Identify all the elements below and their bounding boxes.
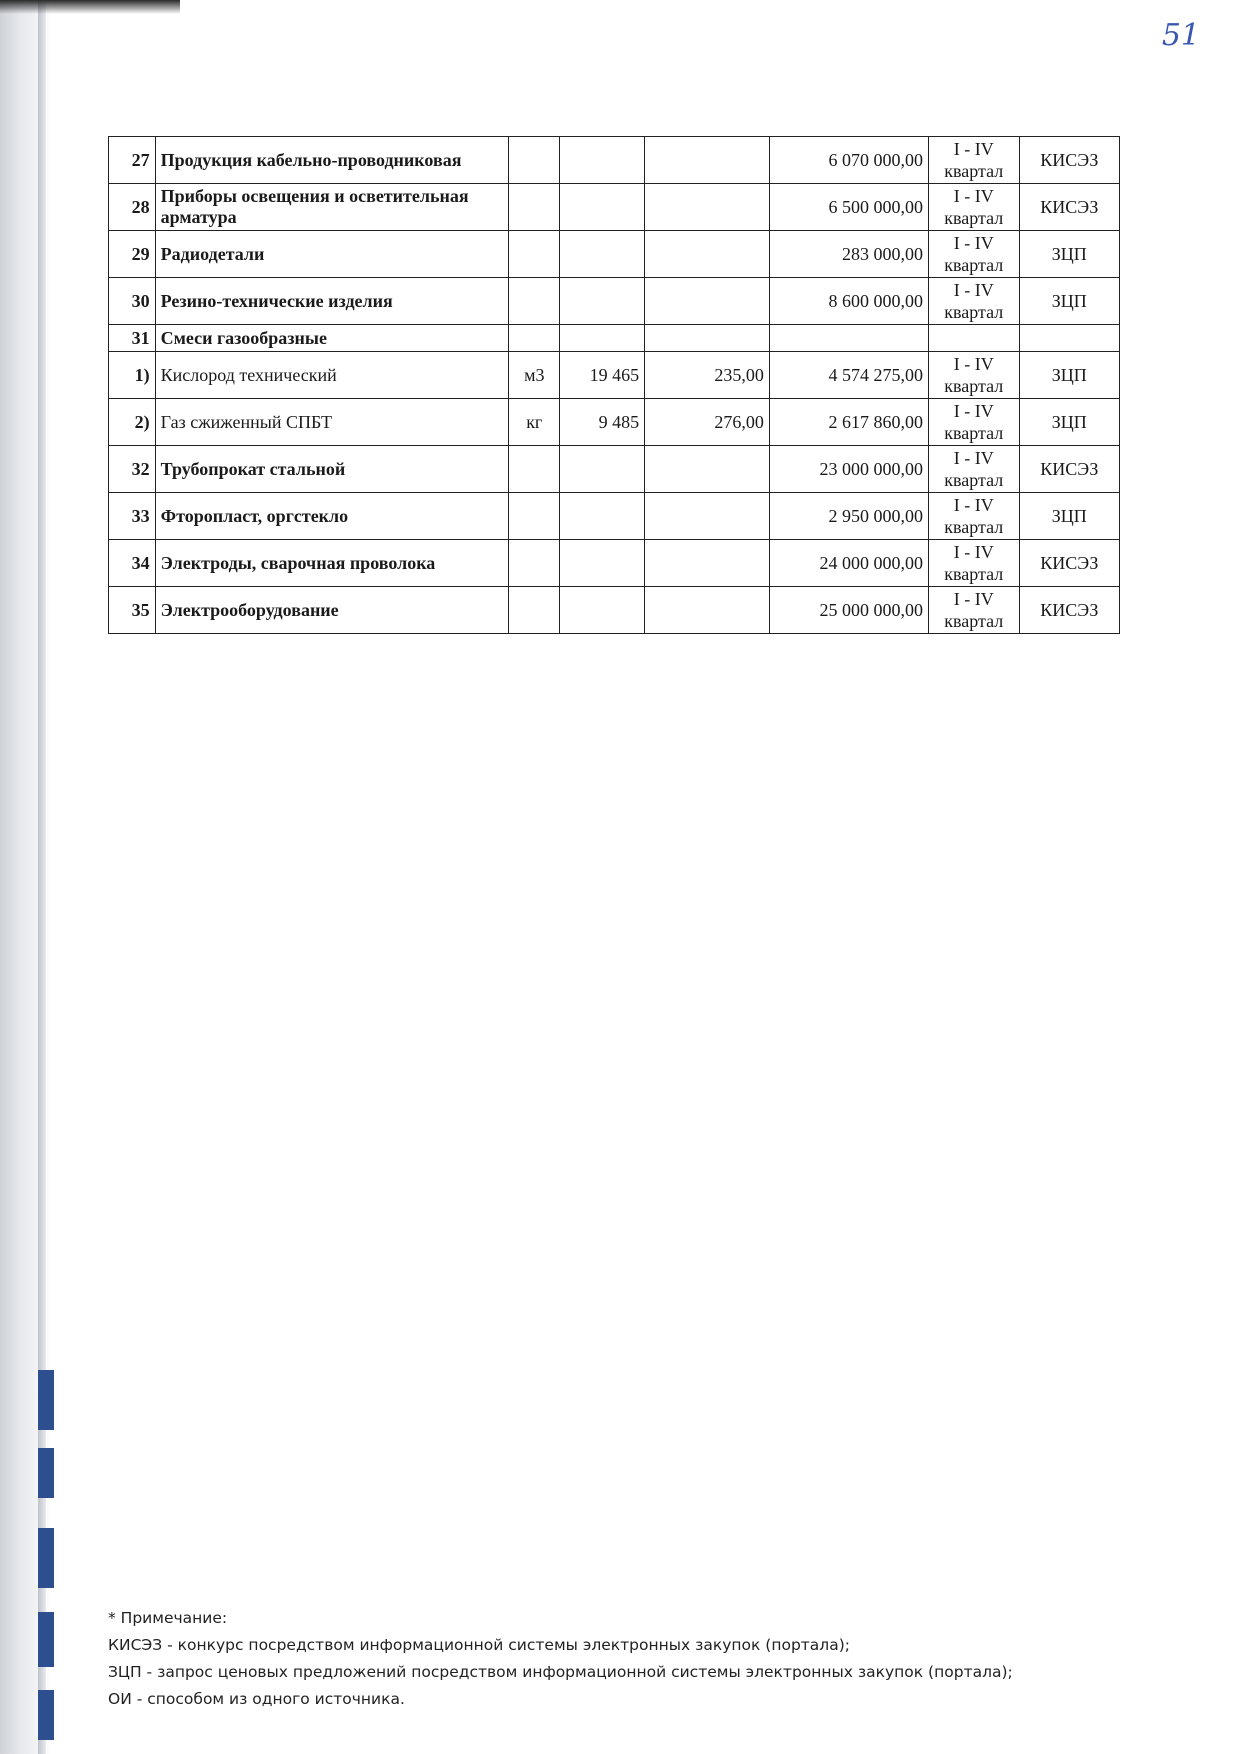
row-number: 34 xyxy=(109,540,156,587)
procurement-method-cell: КИСЭЗ xyxy=(1019,587,1119,634)
quantity-cell xyxy=(560,540,645,587)
table-row xyxy=(109,587,1120,634)
period-cell xyxy=(928,184,1019,231)
unit-cell xyxy=(509,325,560,352)
row-number: 27 xyxy=(109,137,156,184)
row-number: 32 xyxy=(109,446,156,493)
period-cell xyxy=(928,493,1019,540)
period-line: I - IV xyxy=(953,354,994,374)
procurement-method-cell: ЗЦП xyxy=(1019,493,1119,540)
table-row xyxy=(109,540,1120,587)
unit-cell xyxy=(509,184,560,231)
amount-cell: 8 600 000,00 xyxy=(769,278,928,325)
unit-price-cell xyxy=(645,540,770,587)
table-row xyxy=(109,137,1120,184)
top-edge-shadow xyxy=(0,0,180,14)
binder-tab xyxy=(38,1448,54,1498)
item-name: Приборы освещения и осветительная арматура xyxy=(155,184,509,231)
period-line: квартал xyxy=(944,255,1004,275)
quantity-cell xyxy=(560,446,645,493)
item-name: Фторопласт, оргстекло xyxy=(155,493,509,540)
period-line: квартал xyxy=(944,302,1004,322)
procurement-method-cell: ЗЦП xyxy=(1019,278,1119,325)
period-cell xyxy=(928,352,1019,399)
procurement-method-cell: ЗЦП xyxy=(1019,399,1119,446)
quantity-cell xyxy=(560,325,645,352)
footnote-title: * Примечание: xyxy=(108,1609,228,1627)
period-line: I - IV xyxy=(953,186,994,206)
period-line: I - IV xyxy=(953,139,994,159)
table-row xyxy=(109,231,1120,278)
period-line: I - IV xyxy=(953,589,994,609)
period-cell xyxy=(928,587,1019,634)
procurement-method-cell: ЗЦП xyxy=(1019,231,1119,278)
amount-cell: 6 070 000,00 xyxy=(769,137,928,184)
table-row xyxy=(109,278,1120,325)
binder-tab xyxy=(38,1370,54,1430)
table-row xyxy=(109,399,1120,446)
unit-cell xyxy=(509,587,560,634)
period-cell xyxy=(928,446,1019,493)
period-line: квартал xyxy=(944,423,1004,443)
item-name: Газ сжиженный СПБТ xyxy=(155,399,509,446)
item-name: Радиодетали xyxy=(155,231,509,278)
amount-cell: 25 000 000,00 xyxy=(769,587,928,634)
item-name: Смеси газообразные xyxy=(155,325,509,352)
quantity-cell xyxy=(560,137,645,184)
amount-cell xyxy=(769,325,928,352)
footnote xyxy=(108,1605,1013,1713)
quantity-cell xyxy=(560,184,645,231)
period-cell xyxy=(928,137,1019,184)
unit-price-cell: 276,00 xyxy=(645,399,770,446)
period-line: I - IV xyxy=(953,448,994,468)
unit-cell xyxy=(509,278,560,325)
procurement-method-cell: КИСЭЗ xyxy=(1019,137,1119,184)
footnote-line: ОИ - способом из одного источника. xyxy=(108,1690,405,1708)
amount-cell: 23 000 000,00 xyxy=(769,446,928,493)
row-number: 1) xyxy=(109,352,156,399)
amount-cell: 2 617 860,00 xyxy=(769,399,928,446)
procurement-method-cell xyxy=(1019,325,1119,352)
item-name: Электрооборудование xyxy=(155,587,509,634)
row-number: 33 xyxy=(109,493,156,540)
amount-cell: 6 500 000,00 xyxy=(769,184,928,231)
period-line: I - IV xyxy=(953,233,994,253)
page-number: 51 xyxy=(1161,18,1200,53)
unit-cell xyxy=(509,137,560,184)
unit-price-cell xyxy=(645,587,770,634)
row-number: 29 xyxy=(109,231,156,278)
binder-tab xyxy=(38,1690,54,1740)
procurement-method-cell: КИСЭЗ xyxy=(1019,446,1119,493)
period-line: квартал xyxy=(944,376,1004,396)
period-cell xyxy=(928,278,1019,325)
procurement-table xyxy=(108,136,1120,634)
table-row xyxy=(109,184,1120,231)
table-row xyxy=(109,446,1120,493)
row-number: 28 xyxy=(109,184,156,231)
item-name: Трубопрокат стальной xyxy=(155,446,509,493)
item-name: Электроды, сварочная проволока xyxy=(155,540,509,587)
unit-price-cell xyxy=(645,231,770,278)
binder-tab xyxy=(38,1612,54,1667)
quantity-cell xyxy=(560,587,645,634)
quantity-cell: 19 465 xyxy=(560,352,645,399)
period-line: I - IV xyxy=(953,280,994,300)
quantity-cell xyxy=(560,493,645,540)
period-line: квартал xyxy=(944,611,1004,631)
amount-cell: 24 000 000,00 xyxy=(769,540,928,587)
unit-cell: м3 xyxy=(509,352,560,399)
unit-price-cell: 235,00 xyxy=(645,352,770,399)
period-line: I - IV xyxy=(953,495,994,515)
unit-price-cell xyxy=(645,493,770,540)
period-line: квартал xyxy=(944,470,1004,490)
period-cell xyxy=(928,231,1019,278)
unit-price-cell xyxy=(645,137,770,184)
footnote-line: КИСЭЗ - конкурс посредством информационной системы электронных закупок (портала); xyxy=(108,1636,850,1654)
item-name: Резино-технические изделия xyxy=(155,278,509,325)
footnote-line: ЗЦП - запрос ценовых предложений посредством информационной системы электронных закупок (портала); xyxy=(108,1663,1013,1681)
binder-tab xyxy=(38,1528,54,1588)
unit-cell: кг xyxy=(509,399,560,446)
period-cell xyxy=(928,325,1019,352)
unit-price-cell xyxy=(645,446,770,493)
unit-price-cell xyxy=(645,184,770,231)
row-number: 2) xyxy=(109,399,156,446)
period-line: I - IV xyxy=(953,542,994,562)
amount-cell: 4 574 275,00 xyxy=(769,352,928,399)
quantity-cell xyxy=(560,231,645,278)
unit-cell xyxy=(509,231,560,278)
period-line: квартал xyxy=(944,564,1004,584)
period-cell xyxy=(928,540,1019,587)
unit-cell xyxy=(509,540,560,587)
procurement-method-cell: КИСЭЗ xyxy=(1019,184,1119,231)
amount-cell: 283 000,00 xyxy=(769,231,928,278)
period-cell xyxy=(928,399,1019,446)
quantity-cell xyxy=(560,278,645,325)
row-number: 30 xyxy=(109,278,156,325)
procurement-method-cell: КИСЭЗ xyxy=(1019,540,1119,587)
item-name: Кислород технический xyxy=(155,352,509,399)
table-row xyxy=(109,352,1120,399)
amount-cell: 2 950 000,00 xyxy=(769,493,928,540)
unit-price-cell xyxy=(645,325,770,352)
table-row xyxy=(109,493,1120,540)
row-number: 35 xyxy=(109,587,156,634)
unit-price-cell xyxy=(645,278,770,325)
period-line: I - IV xyxy=(953,401,994,421)
table-row xyxy=(109,325,1120,352)
period-line: квартал xyxy=(944,208,1004,228)
procurement-method-cell: ЗЦП xyxy=(1019,352,1119,399)
period-line: квартал xyxy=(944,161,1004,181)
row-number: 31 xyxy=(109,325,156,352)
unit-cell xyxy=(509,493,560,540)
unit-cell xyxy=(509,446,560,493)
quantity-cell: 9 485 xyxy=(560,399,645,446)
item-name: Продукция кабельно-проводниковая xyxy=(155,137,509,184)
period-line: квартал xyxy=(944,517,1004,537)
